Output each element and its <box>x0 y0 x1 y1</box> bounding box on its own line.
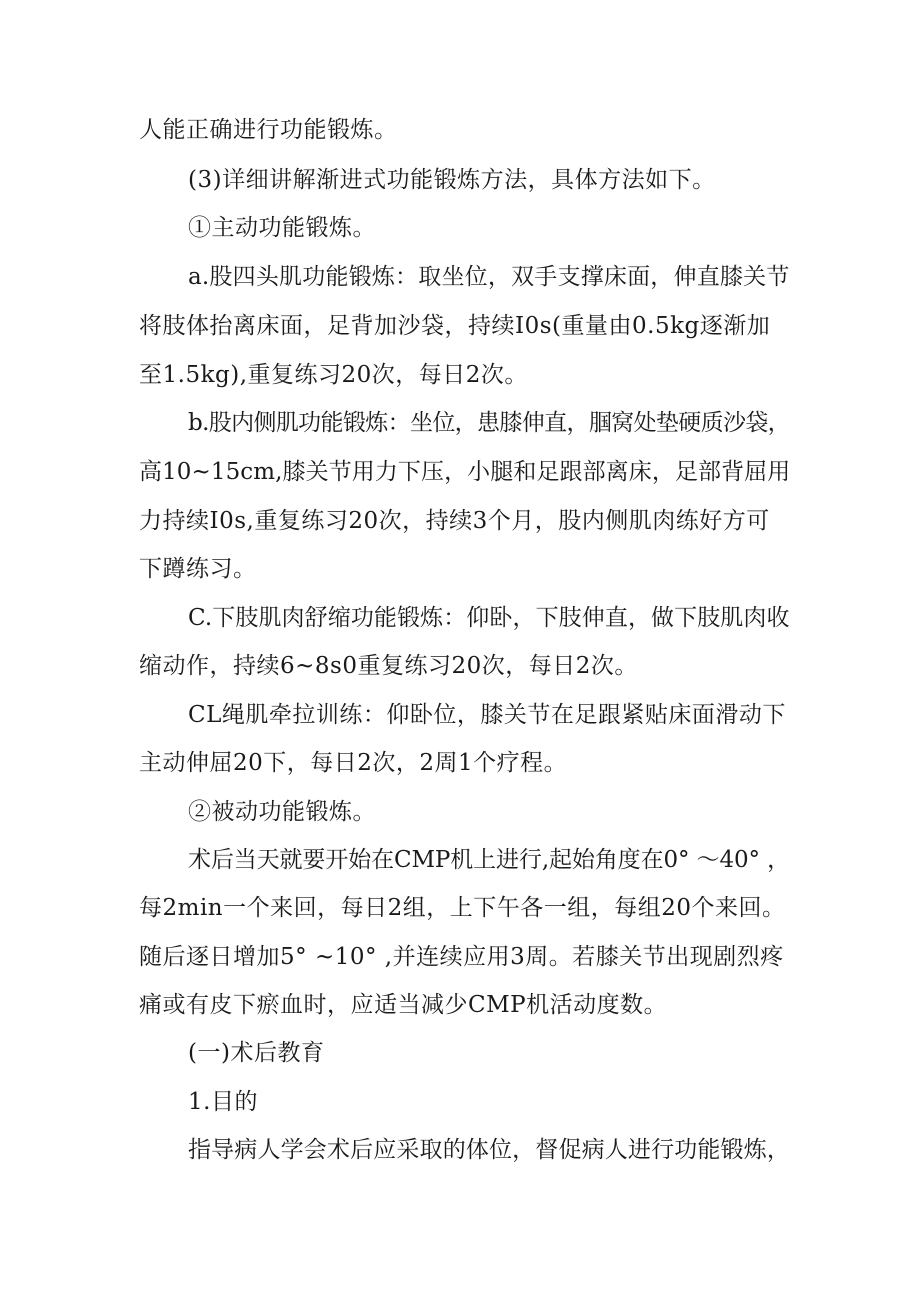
text-line: 高10~15cm,膝关节用力下压，小腿和足跟部离床，足部背屈用 <box>139 459 791 485</box>
section-heading: (一)术后教育 <box>188 1040 325 1066</box>
text-line: CL绳肌牵拉训练：仰卧位，膝关节在足跟紧贴床面滑动下 <box>188 702 786 728</box>
text-line: b.股内侧肌功能锻炼：坐位，患膝伸直，腘窝处垫硬质沙袋， <box>188 410 791 436</box>
text-line: 主动伸屈20下，每日2次，2周1个疗程。 <box>139 750 568 776</box>
text-line: 人能正确进行功能锻炼。 <box>139 117 398 143</box>
text-line: 指导病人学会术后应采取的体位，督促病人进行功能锻炼， <box>188 1137 790 1163</box>
text-line: C.下肢肌肉舒缩功能锻炼：仰卧，下肢伸直，做下肢肌肉收 <box>188 605 790 631</box>
text-line: 每2min一个来回，每日2组，上下午各一组，每组20个来回。 <box>139 895 786 921</box>
text-line: 下蹲练习。 <box>139 556 257 582</box>
text-line: 缩动作，持续6~8s0重复练习20次，每日2次。 <box>139 653 638 679</box>
text-line: 随后逐日增加5° ~10° ,并连续应用3周。若膝关节出现剧烈疼 <box>139 944 784 970</box>
text-line: ①主动功能锻炼。 <box>188 215 376 241</box>
text-line: 痛或有皮下瘀血时，应适当减少CMP机活动度数。 <box>139 992 668 1018</box>
text-line: ②被动功能锻炼。 <box>188 799 376 825</box>
text-line: a.股四头肌功能锻炼：取坐位，双手支撑床面，伸直膝关节 <box>188 264 790 290</box>
text-line: (3)详细讲解渐进式功能锻炼方法，具体方法如下。 <box>188 167 716 193</box>
text-line: 至1.5kg),重复练习20次，每日2次。 <box>139 362 528 388</box>
text-line: 术后当天就要开始在CMP机上进行,起始角度在0° ～40° ， <box>188 847 790 873</box>
subsection-heading: 1.目的 <box>188 1089 258 1115</box>
text-line: 将肢体抬离床面，足背加沙袋，持续I0s(重量由0.5kg逐渐加 <box>139 313 771 339</box>
text-line: 力持续I0s,重复练习20次，持续3个月，股内侧肌肉练好方可 <box>139 508 770 534</box>
